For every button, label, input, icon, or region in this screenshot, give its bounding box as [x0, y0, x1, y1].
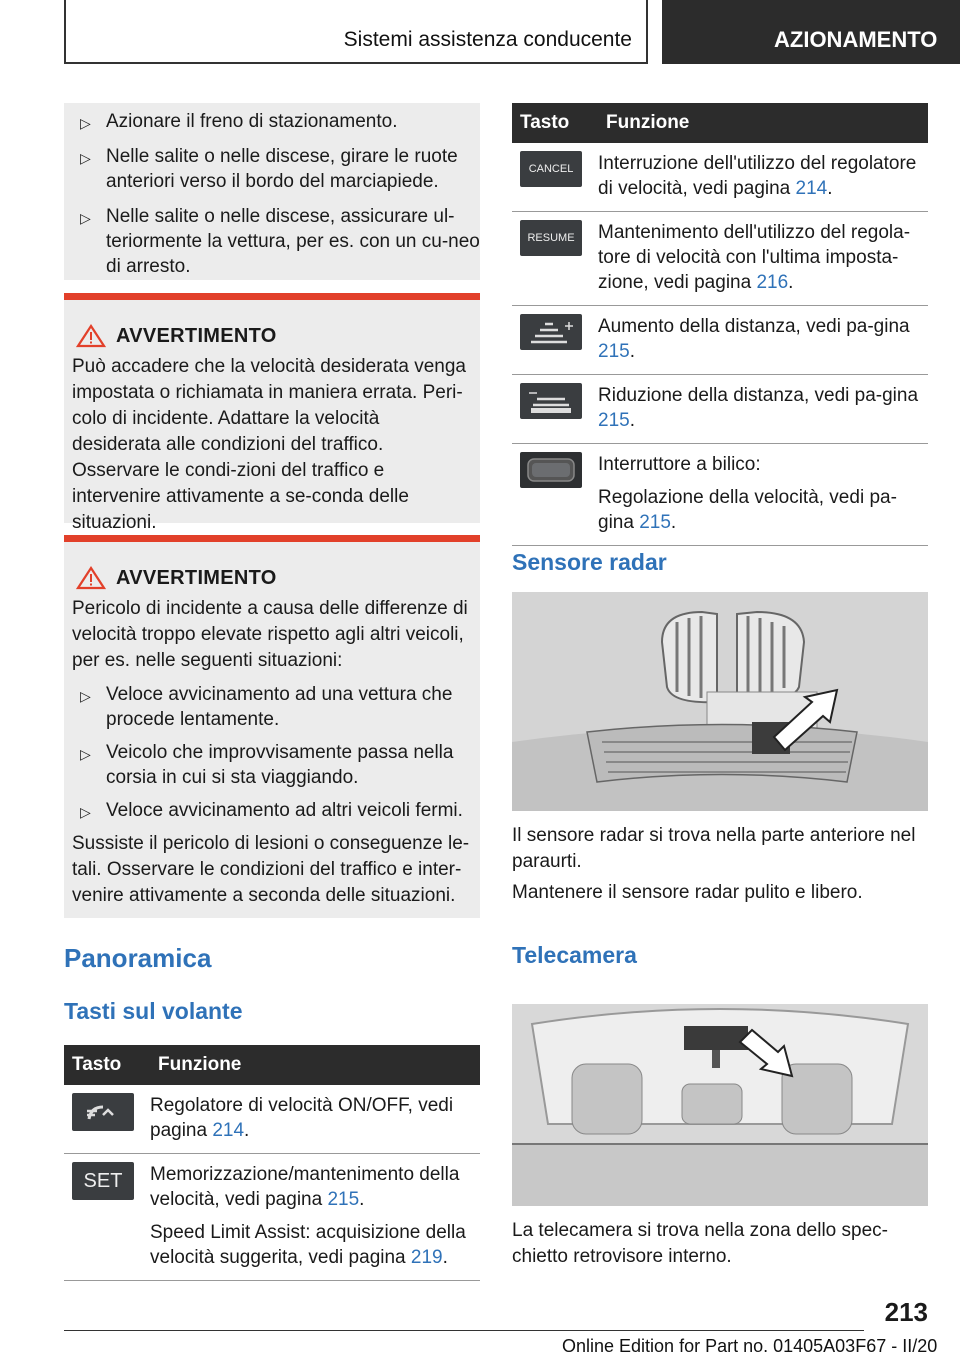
- camera-heading: Telecamera: [512, 942, 637, 968]
- page-link[interactable]: 219: [410, 1247, 443, 1268]
- list-item: ▷ Veicolo che improvvisamente passa nella corsia in cui si sta viaggiando.: [80, 742, 454, 788]
- table-cell-function: Interruttore a bilico: Regolazione della velocità, vedi pa-gina 215.: [598, 444, 928, 546]
- section-heading: Panoramica: [64, 943, 212, 973]
- list-item: ▷ Nelle salite o nelle discese, girare le ruote anteriori verso il bordo del marciapiede.: [80, 146, 458, 192]
- warning-triangle-icon: [76, 566, 106, 590]
- edition-note: Online Edition for Part no. 01405A03F67 - II/20: [562, 1336, 938, 1356]
- footer-rule: [64, 1330, 864, 1331]
- cruise-control-icon: [72, 1093, 134, 1131]
- table-row: [512, 143, 928, 212]
- resume-button-icon: RESUME: [520, 220, 582, 256]
- warning-box: [64, 535, 480, 918]
- steering-buttons-table: [64, 1045, 480, 1281]
- table-row: [64, 1154, 480, 1281]
- cancel-button-icon: CANCEL: [520, 151, 582, 187]
- radar-heading: Sensore radar: [512, 549, 667, 575]
- list-item: ▷ Azionare il freno di stazionamento.: [64, 109, 480, 134]
- page-link[interactable]: 215: [598, 341, 630, 362]
- section-tab: [64, 0, 648, 64]
- bullet-triangle-icon: ▷: [80, 688, 91, 704]
- table-header-key: Tasto: [512, 103, 598, 143]
- page-link[interactable]: 214: [795, 178, 828, 199]
- table-row: [64, 1085, 480, 1154]
- warning-triangle-icon: [76, 324, 106, 348]
- table-row: [512, 375, 928, 444]
- page-link[interactable]: 214: [212, 1120, 245, 1141]
- distance-increase-icon: [520, 314, 582, 350]
- parking-steps-box: [64, 103, 480, 280]
- steering-buttons-table-continued: [512, 103, 928, 546]
- warning-outro: Sussiste il pericolo di lesioni o conseguenze le-tali. Osservare le condizioni del traffico e inter-venire attivamente a seconda delle situazioni.: [72, 833, 470, 906]
- warning-text: Può accadere che la velocità desiderata venga impostata o richiamata in maniera errata. Peri-colo di incidente. Adattare la velocità desiderata alle condizioni del traffico. Osservare le condi-zioni del traffico e intervenire attivamente a se-conda delle situazioni.: [72, 356, 466, 533]
- list-item: ▷ Nelle salite o nelle discese, assicurare ul-teriormente la vettura, per es. con un cu-neo di arresto.: [80, 206, 480, 277]
- page-link[interactable]: 215: [639, 512, 671, 533]
- page-header: [0, 0, 960, 66]
- radar-sensor-image: [512, 592, 928, 811]
- distance-decrease-icon: [520, 383, 582, 419]
- warning-title: AVVERTIMENTO: [116, 324, 277, 347]
- table-cell-function: Mantenimento dell'utilizzo del regola-tore di velocità con l'ultima imposta-zione, vedi pagina 216.: [598, 212, 928, 306]
- page-link[interactable]: 215: [598, 410, 630, 431]
- table-cell-function: Riduzione della distanza, vedi pa-gina 215.: [598, 375, 928, 444]
- rocker-switch-icon: [520, 452, 582, 488]
- warning-box: [64, 293, 480, 533]
- table-cell-function: Memorizzazione/mantenimento della velocità, vedi pagina 215. Speed Limit Assist: acquisizione della velocità suggerita, vedi pagina 219.: [150, 1154, 480, 1281]
- table-cell-function: Regolatore di velocità ON/OFF, vedi pagina 214.: [150, 1085, 480, 1154]
- table-header-key: Tasto: [64, 1045, 150, 1085]
- radar-text-cleaning: Mantenere il sensore radar pulito e libero.: [512, 882, 863, 903]
- bullet-triangle-icon: ▷: [80, 115, 91, 131]
- subsection-heading: Tasti sul volante: [64, 998, 243, 1024]
- table-row: [512, 212, 928, 306]
- table-cell-function: Aumento della distanza, vedi pa-gina 215.: [598, 306, 928, 375]
- radar-text-location: Il sensore radar si trova nella parte anteriore nel paraurti.: [512, 825, 916, 872]
- set-button-icon: SET: [72, 1162, 134, 1200]
- page-link[interactable]: 215: [327, 1189, 360, 1210]
- camera-text: La telecamera si trova nella zona dello spec-chietto retrovisore interno.: [512, 1220, 888, 1267]
- bullet-triangle-icon: ▷: [80, 210, 91, 226]
- warning-title: AVVERTIMENTO: [116, 566, 277, 589]
- table-header-function: Funzione: [598, 103, 928, 143]
- section-title: Sistemi assistenza conducente: [343, 28, 632, 51]
- chapter-title: AZIONAMENTO: [774, 27, 938, 52]
- list-item: ▷ Veloce avvicinamento ad una vettura che procede lentamente.: [80, 684, 453, 730]
- list-item: ▷ Veloce avvicinamento ad altri veicoli fermi.: [72, 798, 472, 823]
- warning-intro: Pericolo di incidente a causa delle differenze di velocità troppo elevate rispetto agli altri veicoli, per es. nelle seguenti situazioni:: [72, 598, 468, 671]
- bullet-triangle-icon: ▷: [80, 746, 91, 762]
- camera-image: [512, 1004, 928, 1206]
- bullet-triangle-icon: ▷: [80, 804, 91, 820]
- bullet-triangle-icon: ▷: [80, 150, 91, 166]
- chapter-tab: [662, 0, 960, 64]
- table-row: [512, 306, 928, 375]
- table-cell-function: Interruzione dell'utilizzo del regolatore di velocità, vedi pagina 214.: [598, 143, 928, 212]
- page-link[interactable]: 216: [756, 272, 789, 293]
- table-row: [512, 444, 928, 546]
- table-header-function: Funzione: [150, 1045, 480, 1085]
- page-number: 213: [884, 1297, 928, 1327]
